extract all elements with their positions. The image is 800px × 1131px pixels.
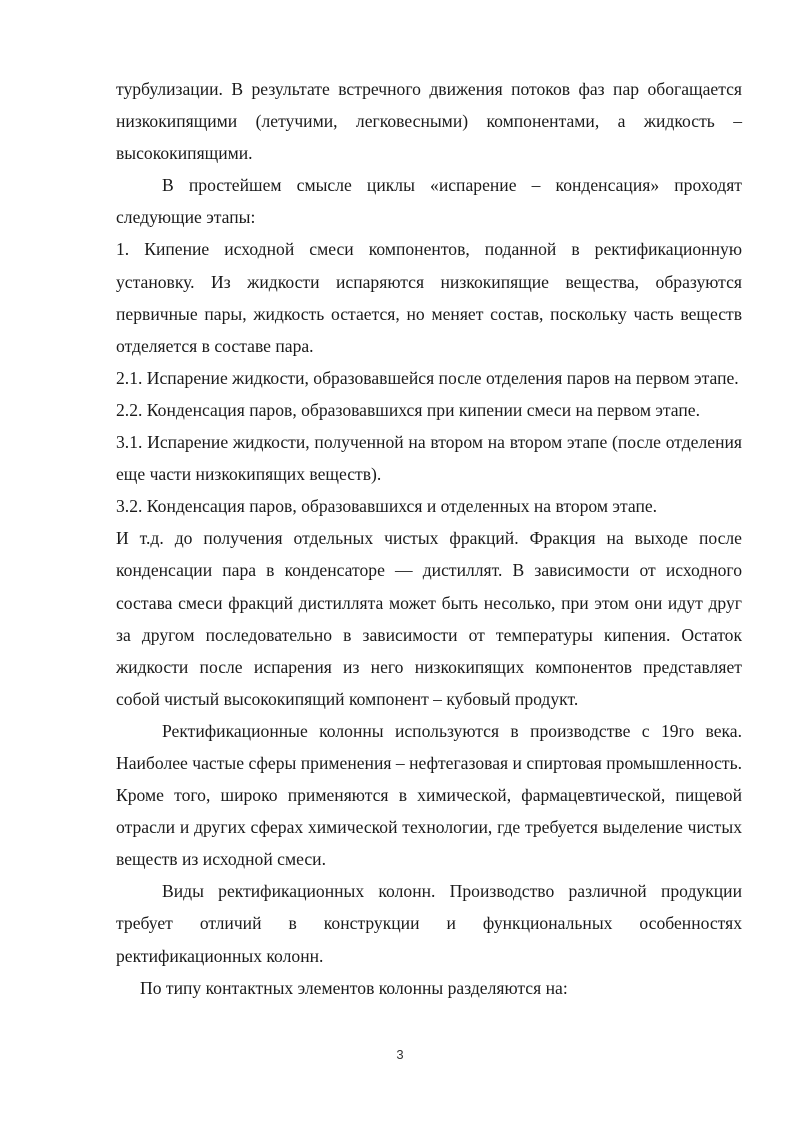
paragraph-applications: Ректификационные колонны используются в производстве с 19го века. Наиболее частые сферы применения – нефтегазовая и спиртовая промышленность. Кроме того, широко применяются в химической, фармацевтической, пищевой отрасли и других сферах химической технологии, где требуется выделение чистых веществ из исходной смеси. bbox=[116, 720, 742, 870]
list-item-1: 1. Кипение исходной смеси компонентов, поданной в ректификационную установку. Из жидкости испаряются низкокипящие вещества, образуются первичные пары, жидкость остается, но меняет состав, поскольку часть веществ отделяется в составе пара. bbox=[116, 239, 742, 356]
list-item-3-2: 3.2. Конденсация паров, образовавшихся и отделенных на втором этапе. bbox=[116, 496, 658, 517]
paragraph-column-types: Виды ректификационных колонн. Производство различной продукции требует отличий в конструкции и функциональных особенностях ректификационных колонн. bbox=[116, 881, 742, 966]
paragraph-cycles-intro: В простейшем смысле циклы «испарение – конденсация» проходят следующие этапы: bbox=[116, 175, 742, 228]
list-item-2-1: 2.1. Испарение жидкости, образовавшейся после отделения паров на первом этапе. bbox=[116, 367, 739, 388]
page-number: 3 bbox=[396, 1047, 404, 1062]
paragraph-distillate: И т.д. до получения отдельных чистых фракций. Фракция на выходе после конденсации пара в конденсаторе — дистиллят. В зависимости от исходного состава смеси фракций дистиллята может быть несолько, при этом они идут друг за другом последовательно в зависимости от температуры кипения. Остаток жидкости после испарения из него низкокипящих компонентов представляет собой чистый высококипящий компонент – кубовый продукт. bbox=[116, 528, 742, 709]
document-body bbox=[116, 73, 742, 1004]
paragraph-contact-elements: По типу контактных элементов колонны разделяются на: bbox=[140, 977, 568, 998]
list-item-3-1: 3.1. Испарение жидкости, полученной на втором на втором этапе (после отделения еще части низкокипящих веществ). bbox=[116, 432, 742, 485]
paragraph-turbulization: турбулизации. В результате встречного движения потоков фаз пар обогащается низкокипящими (летучими, легковесными) компонентами, а жидкость – высококипящими. bbox=[116, 79, 742, 164]
list-item-2-2: 2.2. Конденсация паров, образовавшихся при кипении смеси на первом этапе. bbox=[116, 399, 701, 420]
